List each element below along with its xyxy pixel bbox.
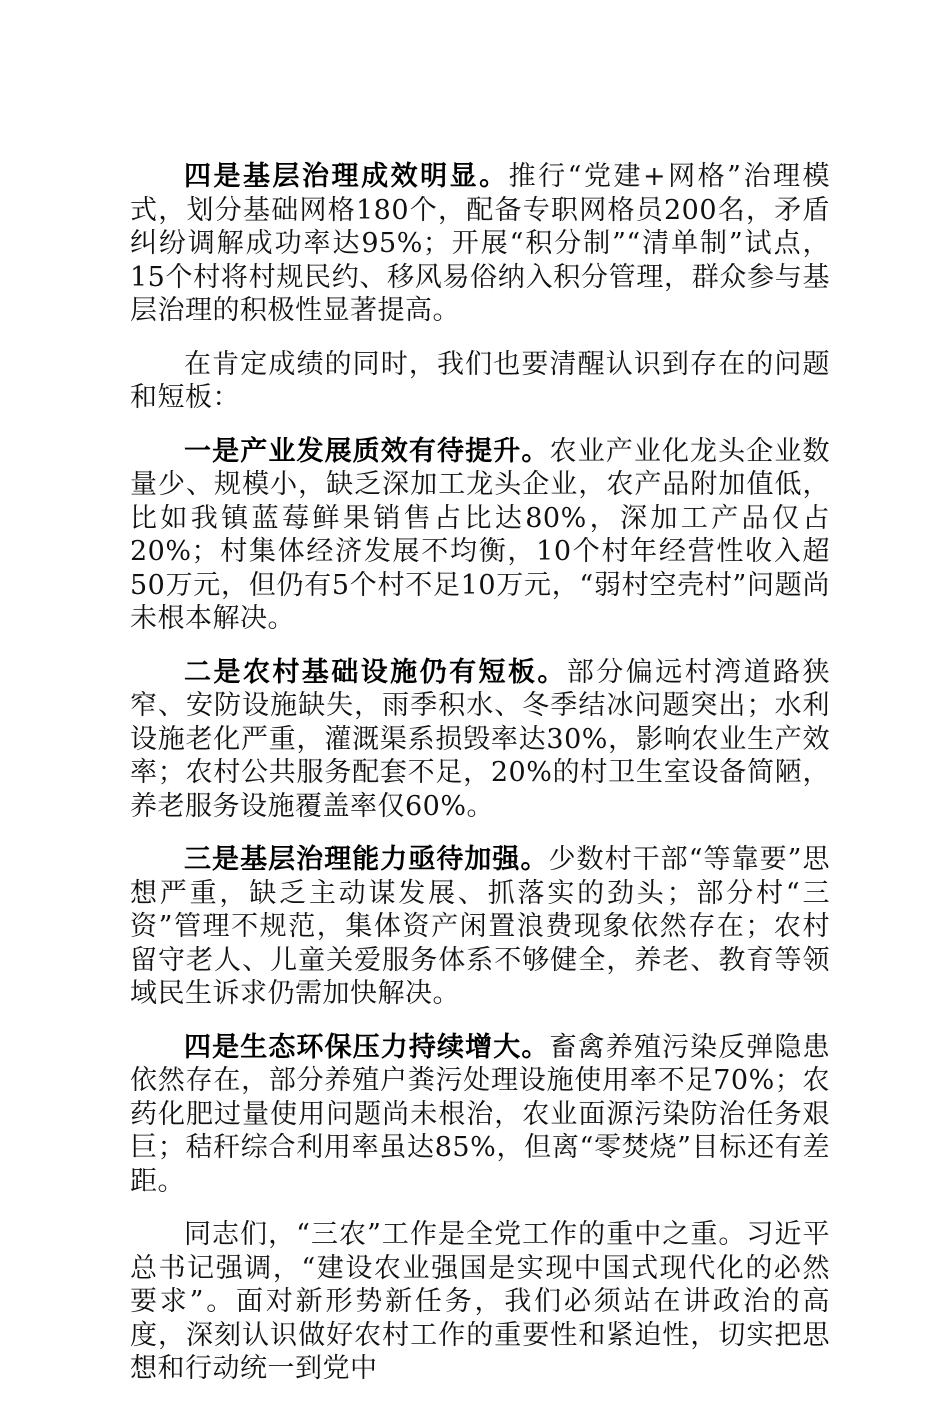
paragraph-text: 畜禽养殖污染反弹隐患依然存在，部分养殖户粪污处理设施使用率不足70%；农药化肥过量使用问题尚未根治，农业面源污染防治任务艰巨；秸秆综合利用率虽达85%，但离“零焚烧”目标还有差距。 bbox=[130, 1031, 831, 1197]
paragraph-heading: 一是产业发展质效有待提升。 bbox=[184, 435, 550, 467]
paragraph-closing bbox=[130, 1218, 830, 1386]
paragraph-text: 推行“党建+网格”治理模式，划分基础网格180个，配备专职网格员200名，矛盾纠纷调解成功率达95%；开展“积分制”“清单制”试点，15个村将村规民约、移风易俗纳入积分管理，群众参与基层治理的积极性显著提高。 bbox=[130, 161, 831, 326]
paragraph-text: 在肯定成绩的同时，我们也要清醒认识到存在的问题和短板： bbox=[130, 348, 830, 413]
paragraph-text: 部分偏远村湾道路狭窄、安防设施缺失，雨季积水、冬季结冰问题突出；水利设施老化严重，灌溉渠系损毁率达30%，影响农业生产效率；农村公共服务配套不足，20%的村卫生室设备简陋，养老服务设施覆盖率仅60%。 bbox=[130, 656, 831, 822]
paragraph-governance-problem bbox=[130, 843, 830, 1011]
paragraph-heading: 四是基层治理成效明显。 bbox=[184, 161, 509, 192]
paragraph-infrastructure-problem bbox=[130, 656, 830, 824]
paragraph-text: 少数村干部“等靠要”思想严重，缺乏主动谋发展、抓落实的劲头；部分村“三资”管理不规范，集体资产闲置浪费现象依然存在；农村留守老人、儿童关爱服务体系不够健全，养老、教育等领域民生诉求仍需加快解决。 bbox=[130, 844, 831, 1009]
paragraph-text: 同志们，“三农”工作是全党工作的重中之重。习近平总书记强调，“建设农业强国是实现中国式现代化的必然要求”。面对新形势新任务，我们必须站在讲政治的高度，深刻认识做好农村工作的重要性和紧迫性，切实把思想和行动统一到党中 bbox=[130, 1219, 830, 1384]
paragraph-heading: 二是农村基础设施仍有短板。 bbox=[184, 656, 567, 688]
paragraph-ecology-problem bbox=[130, 1031, 830, 1199]
paragraph-heading: 三是基层治理能力亟待加强。 bbox=[184, 844, 549, 875]
paragraph-industry-problem bbox=[130, 435, 830, 636]
paragraph-problems-intro bbox=[130, 348, 830, 415]
paragraph-heading: 四是生态环保压力持续增大。 bbox=[184, 1031, 550, 1063]
document-body bbox=[130, 160, 830, 1406]
paragraph-text: 农业产业化龙头企业数量少、规模小，缺乏深加工龙头企业，农产品附加值低，比如我镇蓝莓鲜果销售占比达80%，深加工产品仅占20%；村集体经济发展不均衡，10个村年经营性收入超50万元，但仍有5个村不足10万元，“弱村空壳村”问题尚未根本解决。 bbox=[130, 435, 831, 634]
paragraph-grassroots-governance bbox=[130, 160, 830, 328]
